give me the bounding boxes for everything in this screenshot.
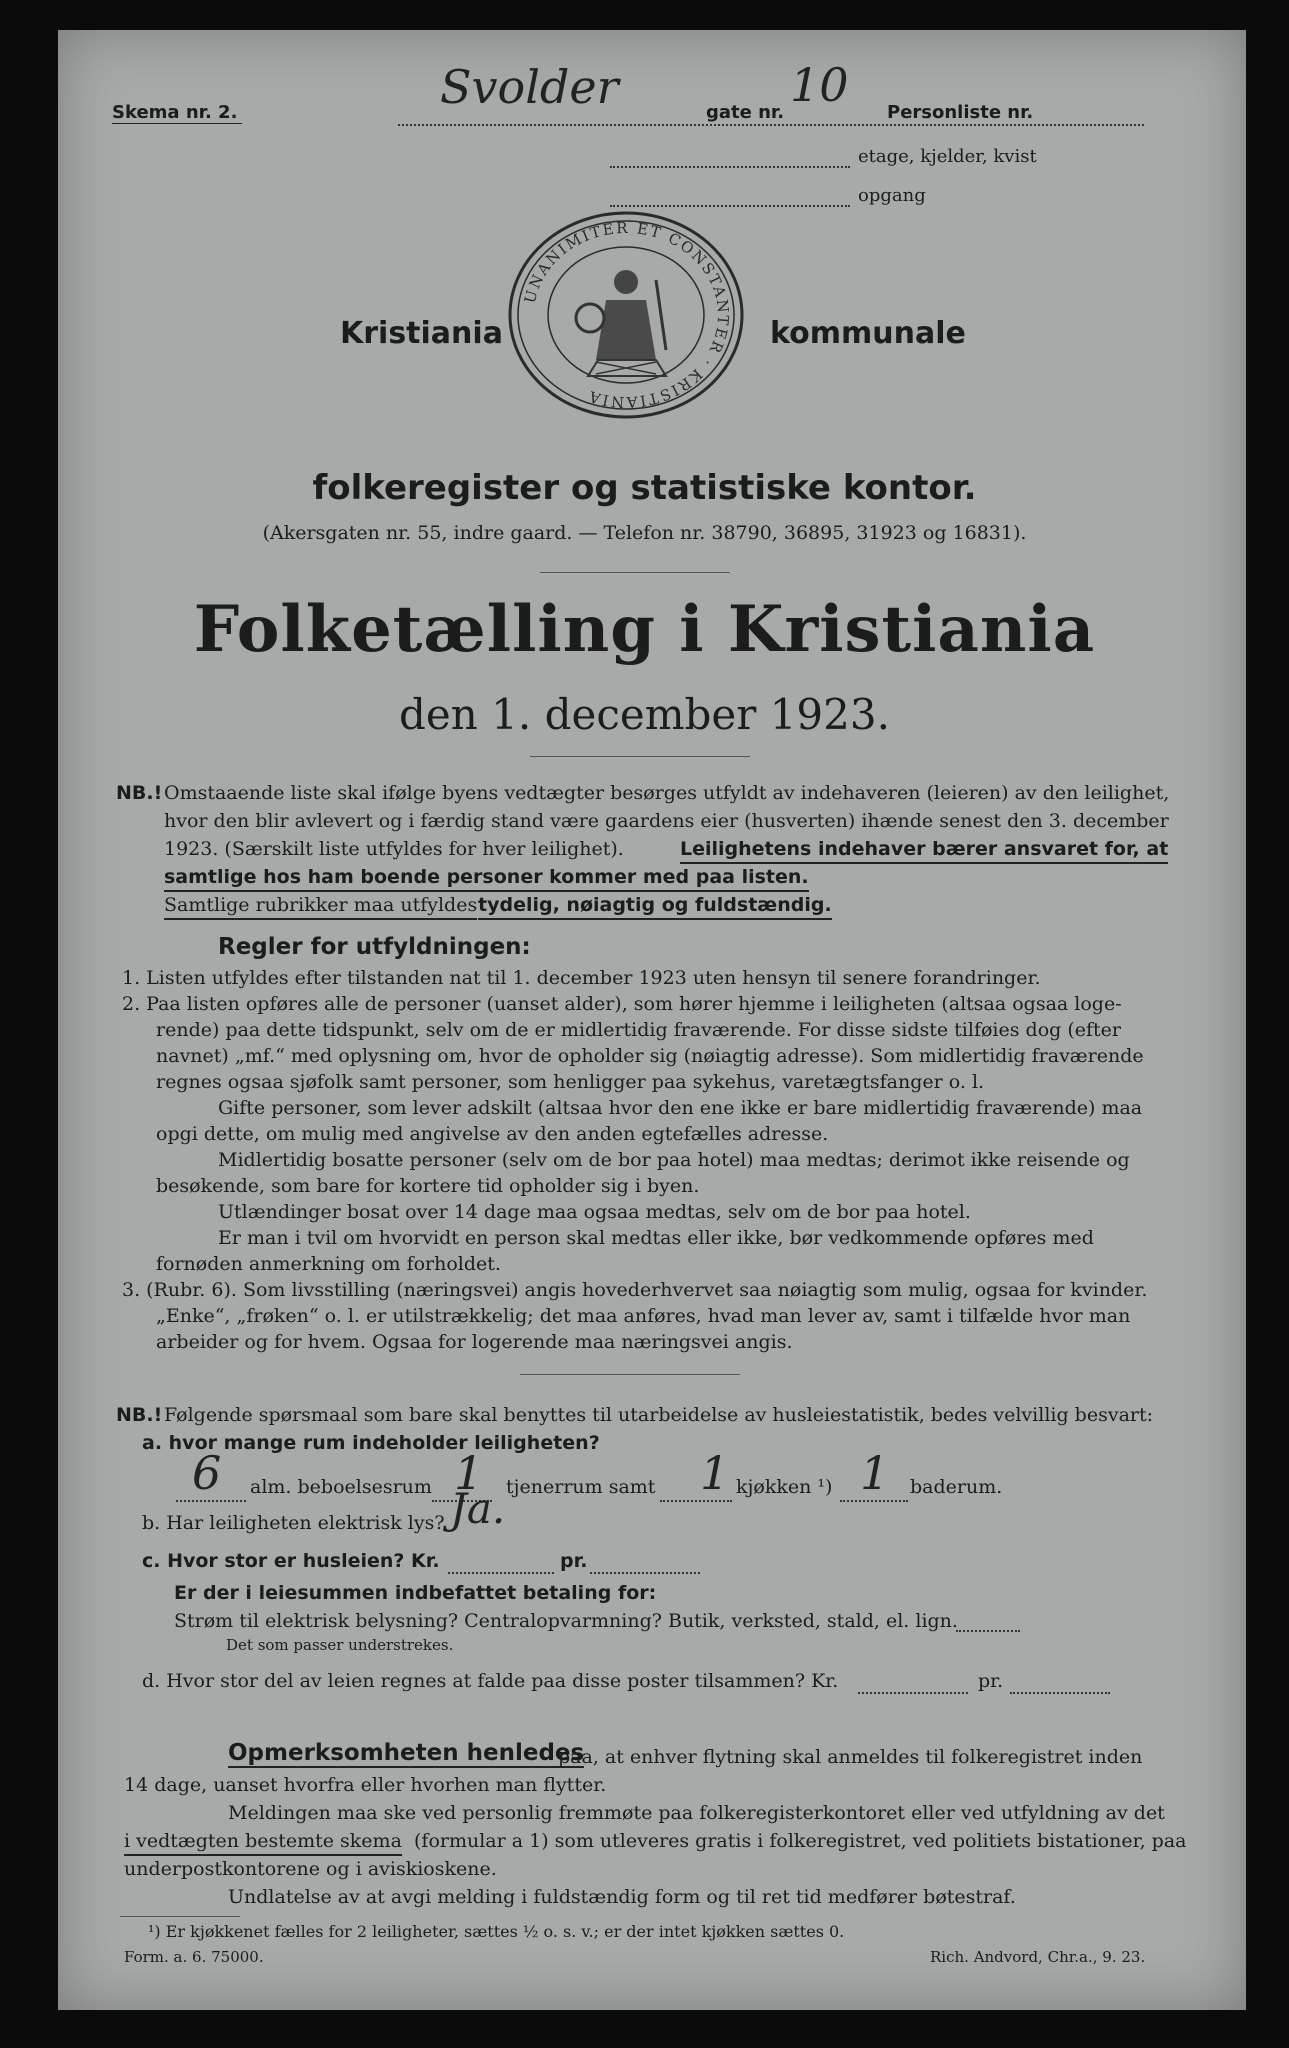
question-a: a. hvor mange rum indeholder leiligheten? — [142, 1432, 600, 1454]
nb1-emphasis: tydelig, nøiagtig og fuldstændig. — [478, 892, 832, 920]
notice-line: 14 dage, uanset hvorfra eller hvorhen man flytter. — [124, 1774, 607, 1796]
share-per-dotted-line — [1010, 1692, 1110, 1694]
rule-line: navnet) „mf.“ med oplysning om, hvor de opholder sig (nøiagtig adresse). Som midlertidig fraværende — [156, 1045, 1144, 1067]
rent-includes-options: Strøm til elektrisk belysning? Centralopvarmning? Butik, verksted, stald, el. lign. — [174, 1610, 958, 1632]
street-handwritten: Svolder — [440, 60, 619, 114]
question-b: b. Har leiligheten elektrisk lys? — [142, 1512, 445, 1534]
rule-line: rende) paa dette tidspunkt, selv om de er midlertidig fraværende. For disse sidste tilføies dog (efter — [156, 1019, 1121, 1041]
separator — [520, 1374, 740, 1375]
rooms-label: alm. beboelsesrum — [250, 1476, 432, 1498]
city-seal-icon — [506, 210, 746, 420]
rule-line: 3. (Rubr. 6). Som livsstilling (næringsvei) angis hovederhvervet saa nøiagtig som mulig, ogsaa for kvinder. — [122, 1279, 1148, 1301]
nb2-intro: Følgende spørsmaal som bare skal benyttes til utarbeidelse av husleiestatistik, bedes velvillig besvart: — [164, 1404, 1154, 1426]
rule-line: Er man i tvil om hvorvidt en person skal medtas eller ikke, bør vedkommende opføres med — [218, 1227, 1094, 1249]
notice-line: underpostkontorene og i aviskioskene. — [124, 1858, 497, 1880]
opgang-label: opgang — [858, 185, 926, 206]
share-dotted-line — [858, 1692, 968, 1694]
notice-line: paa, at enhver flytning skal anmeldes til folkeregistret inden — [558, 1746, 1143, 1768]
nb2-label: NB.! — [116, 1404, 163, 1426]
etage-label: etage, kjelder, kvist — [858, 146, 1037, 167]
options-dotted-line — [956, 1630, 1020, 1632]
seal-right-word: kommunale — [770, 316, 966, 351]
rule-line: 2. Paa listen opføres alle de personer (uanset alder), som hører hjemme i leiligheten (altsaa ogsaa loge- — [122, 993, 1122, 1015]
skema-number: Skema nr. 2. — [112, 102, 238, 123]
gate-label: gate nr. — [706, 102, 785, 123]
rules-heading: Regler for utfyldningen: — [218, 934, 531, 960]
notice-line: Meldingen maa ske ved personlig fremmøte paa folkeregisterkontoret eller ved utfyldning av det — [228, 1802, 1165, 1824]
personliste-label: Personliste nr. — [887, 102, 1034, 123]
rule-line: opgi dette, om mulig med angivelse av den anden egtefælles adresse. — [156, 1123, 829, 1145]
rent-dotted-line — [448, 1572, 554, 1574]
printer-credit: Rich. Andvord, Chr.a., 9. 23. — [930, 1948, 1146, 1966]
kitchen-dotted-line — [660, 1500, 732, 1502]
bath-dotted-line — [840, 1500, 908, 1502]
notice-line: Undlatelse av at avgi melding i fuldstændig form og til ret tid medfører bøtestraf. — [228, 1886, 1016, 1908]
rule-line: Midlertidig bosatte personer (selv om de bor paa hotel) maa medtas; derimot ikke reisende og — [218, 1149, 1130, 1171]
seal-ring-text: UNANIMITER ET CONSTANTER · KRISTIANIA — [520, 218, 733, 412]
nb1-line: 1923. (Særskilt liste utfyldes for hver leilighet). — [164, 838, 624, 860]
nb1-line: Samtlige rubrikker maa utfyldes — [164, 892, 477, 920]
bath-label: baderum. — [910, 1476, 1003, 1498]
rule-line: Utlændinger bosat over 14 dage maa ogsaa medtas, selv om de bor paa hotel. — [218, 1201, 971, 1223]
rent-per-dotted-line — [590, 1572, 700, 1574]
rule-line: Gifte personer, som lever adskilt (altsaa hvor den ene ikke er bare midlertidig fraværende) maa — [218, 1097, 1143, 1119]
office-title: folkeregister og statistiske kontor. — [312, 468, 977, 508]
nb1-emphasis: Leilighetens indehaver bærer ansvaret for, at — [680, 836, 1168, 864]
office-address: (Akersgaten nr. 55, indre gaard. — Telefon nr. 38790, 36895, 31923 og 16831). — [262, 522, 1027, 544]
question-c: c. Hvor stor er husleien? Kr. — [142, 1550, 440, 1572]
servant-rooms-label: tjenerrum samt — [506, 1476, 656, 1498]
bath-handwritten: 1 — [860, 1446, 890, 1500]
seal-left-word: Kristiania — [340, 316, 503, 351]
rule-line: 1. Listen utfyldes efter tilstanden nat til 1. december 1923 uten hensyn til senere forandringer. — [122, 967, 1041, 989]
rule-line: arbeider og for hvem. Ogsaa for logerende maa næringsvei angis. — [156, 1331, 793, 1353]
nb1-line: hvor den blir avlevert og i færdig stand være gaardens eier (husverten) ihænde senest den 3. december — [164, 810, 1169, 832]
rule-line: besøkende, som bare for kortere tid opholder sig i byen. — [156, 1175, 700, 1197]
footnote: ¹) Er kjøkkenet fælles for 2 leiligheter, sættes ½ o. s. v.; er der intet kjøkken sættes 0. — [148, 1922, 845, 1941]
nb1-line: Omstaaende liste skal ifølge byens vedtægter besørges utfyldt av indehaveren (leieren) av den leilighet, — [164, 782, 1170, 804]
options-note: Det som passer understrekes. — [226, 1636, 454, 1654]
gate-number-handwritten: 10 — [790, 58, 849, 112]
rent-includes-heading: Er der i leiesummen indbefattet betaling for: — [174, 1582, 657, 1604]
rooms-handwritten: 6 — [192, 1446, 222, 1500]
rule-line: regnes ogsaa sjøfolk samt personer, som henligger paa sykehus, varetægtsfanger o. l. — [156, 1071, 985, 1093]
etage-dotted-line — [610, 166, 850, 168]
nb1-label: NB.! — [116, 782, 163, 804]
skema-underline — [112, 123, 242, 124]
opgang-dotted-line — [610, 205, 850, 207]
main-subtitle: den 1. december 1923. — [399, 690, 890, 739]
form-number: Form. a. 6. 75000. — [124, 1948, 264, 1966]
electric-light-answer-handwritten: Ja. — [450, 1484, 506, 1533]
kitchen-label: kjøkken ¹) — [736, 1476, 833, 1498]
kitchen-handwritten: 1 — [700, 1446, 730, 1500]
nb1-emphasis: samtlige hos ham boende personer kommer med paa listen. — [164, 864, 809, 892]
notice-line: (formular a 1) som utleveres gratis i folkeregistret, ved politiets bistationer, paa — [414, 1830, 1187, 1852]
rooms-dotted-line — [176, 1500, 246, 1502]
rule-line: fornøden anmerkning om forholdet. — [156, 1253, 501, 1275]
question-d: d. Hvor stor del av leien regnes at falde paa disse poster tilsammen? Kr. — [142, 1670, 839, 1692]
separator — [540, 572, 730, 573]
separator — [120, 1916, 240, 1917]
rule-line: „Enke“, „frøken“ o. l. er utilstrækkelig; det maa anføres, hvad man lever av, samt i tilfælde hvor man — [156, 1305, 1131, 1327]
servant-rooms-handwritten: 1 — [454, 1446, 484, 1500]
separator — [530, 756, 750, 757]
share-per-label: pr. — [978, 1670, 1004, 1692]
header-dotted-line — [398, 124, 1144, 126]
notice-emphasis: i vedtægten bestemte skema — [124, 1828, 402, 1856]
main-title: Folketælling i Kristiania — [193, 592, 1096, 667]
notice-heading: Opmerksomheten henledes — [228, 1740, 585, 1766]
rent-per-label: pr. — [560, 1550, 588, 1572]
